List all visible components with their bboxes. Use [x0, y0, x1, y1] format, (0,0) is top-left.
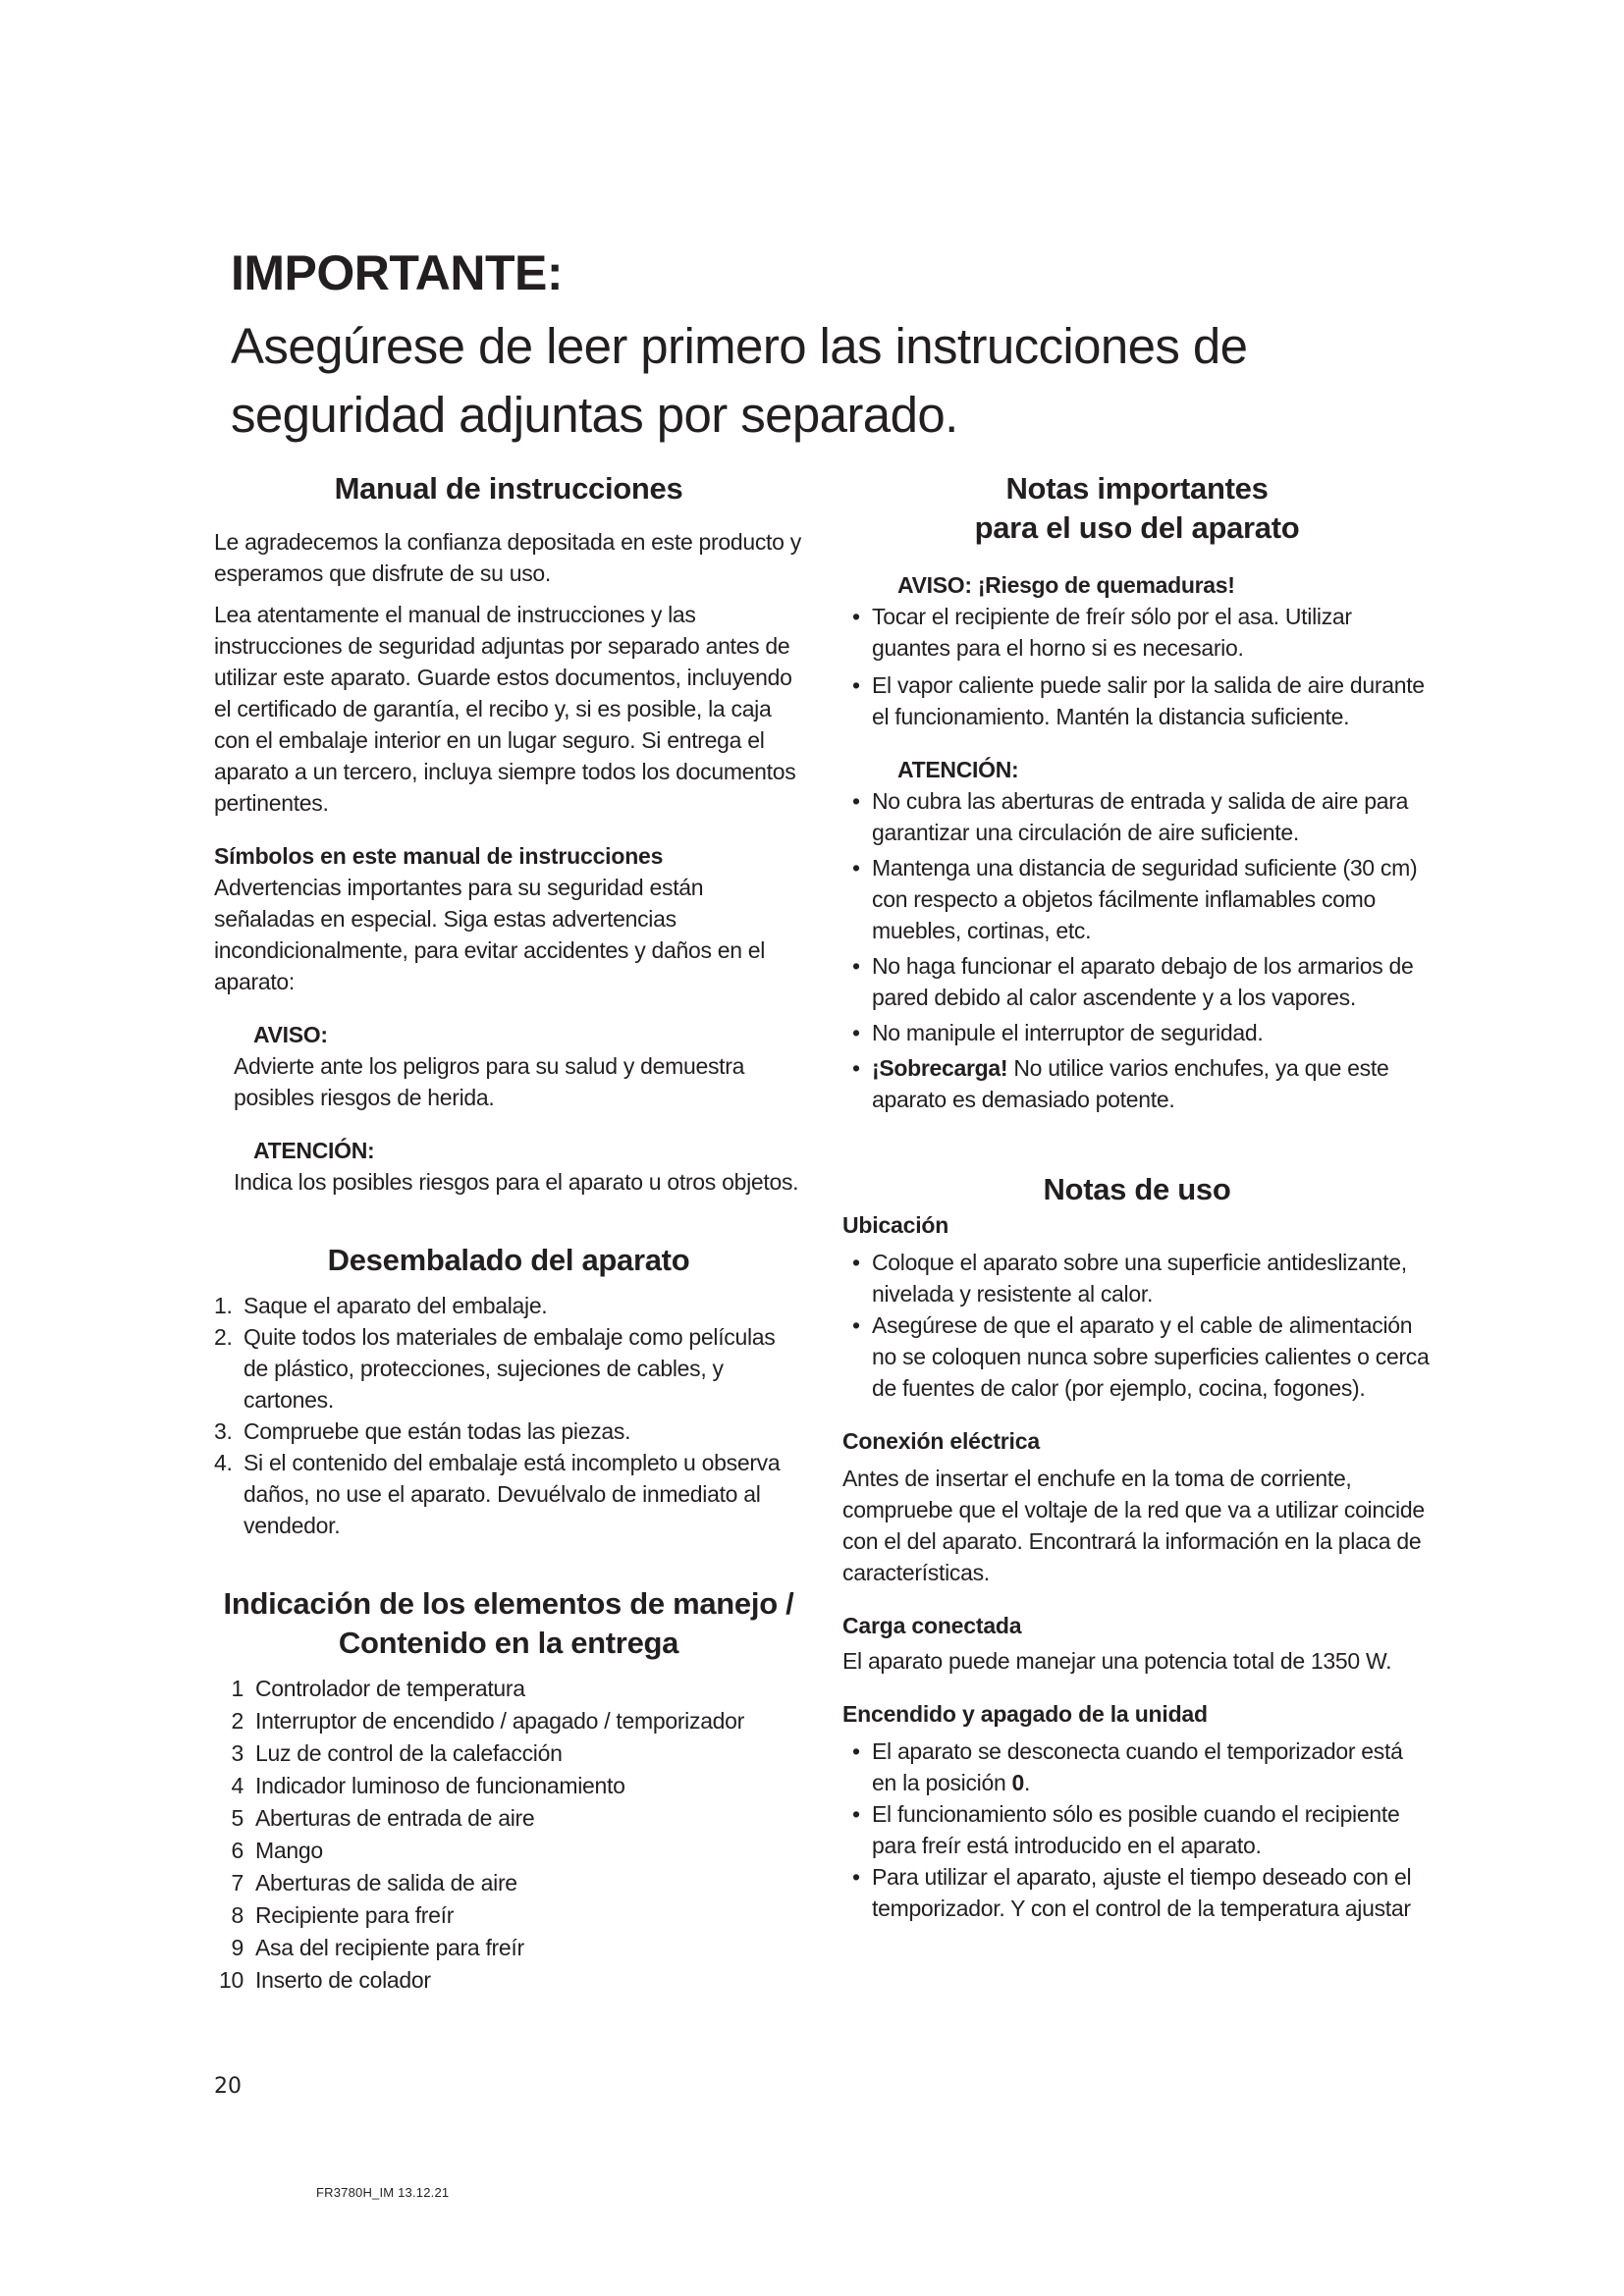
list-item: 1. Saque el aparato del embalaje. [214, 1293, 548, 1318]
notes-atencion-label: ATENCIÓN: [897, 757, 1019, 782]
onoff-list [842, 1735, 1432, 1924]
aviso-label: AVISO: [253, 1022, 328, 1047]
atencion-text: Indica los posibles riesgos para el aparato u otros objetos. [234, 1169, 799, 1195]
list-item: 3. Compruebe que están todas las piezas. [214, 1418, 631, 1444]
list-item: 4. Si el contenido del embalaje está incompleto u observa daños, no use el aparato. Devuélvalo de inmediato al vendedor. [214, 1450, 781, 1538]
notes-aviso-label: AVISO: ¡Riesgo de quemaduras! [897, 572, 1235, 598]
notes-heading-line2: para el uso del aparato [974, 510, 1300, 545]
list-item: 4 Indicador luminoso de funcionamiento [231, 1773, 625, 1798]
left-column [214, 469, 803, 1997]
list-item: 9 Asa del recipiente para freír [231, 1935, 524, 1960]
electric-heading: Conexión eléctrica [842, 1428, 1040, 1454]
list-item: • No cubra las aberturas de entrada y salida de aire para garantizar una circulación de aire suficiente. [842, 785, 1432, 848]
controls-list [214, 1673, 803, 1997]
list-item: • Asegúrese de que el aparato y el cable de alimentación no se coloquen nunca sobre superficies calientes o cerca de fuentes de calor (por ejemplo, cocina, fogones). [842, 1309, 1432, 1404]
list-item: 2 Interruptor de encendido / apagado / temporizador [231, 1708, 745, 1734]
usage-section [842, 1170, 1432, 1924]
load-text: El aparato puede manejar una potencia total de 1350 W. [842, 1648, 1392, 1674]
notes-heading-line1: Notas importantes [1005, 471, 1269, 506]
onoff-heading: Encendido y apagado de la unidad [842, 1701, 1208, 1727]
list-item: • El vapor caliente puede salir por la salida de aire durante el funcionamiento. Mantén la distancia suficiente. [842, 669, 1432, 732]
manual-intro: Le agradecemos la confianza depositada en este producto y esperamos que disfrute de su uso. [214, 529, 801, 586]
usage-heading: Notas de uso [1043, 1172, 1231, 1206]
manual-section [214, 469, 803, 1198]
symbols-text: Advertencias importantes para su seguridad están señaladas en especial. Siga estas advertencias incondicionalmente, para evitar accidentes y daños en el aparato: [214, 875, 766, 994]
list-item: • No haga funcionar el aparato debajo de los armarios de pared debido al calor ascendente y a los vapores. [842, 950, 1432, 1013]
page-number: 20 [214, 2074, 242, 2099]
notes-section [842, 469, 1432, 1115]
list-item: • El funcionamiento sólo es posible cuando el recipiente para freír está introducido en el aparato. [842, 1798, 1432, 1861]
controls-heading: Indicación de los elementos de manejo / Contenido en la entrega [223, 1586, 794, 1660]
footer-code: FR3780H_IM 13.12.21 [316, 2185, 450, 2200]
location-heading: Ubicación [842, 1212, 949, 1238]
list-item: • Tocar el recipiente de freír sólo por el asa. Utilizar guantes para el horno si es necesario. [842, 601, 1432, 664]
page-title: IMPORTANTE: [231, 245, 563, 300]
list-item: • No manipule el interruptor de seguridad. [842, 1017, 1432, 1048]
unpack-steps [214, 1290, 803, 1541]
list-item: • El aparato se desconecta cuando el temporizador está en la posición 0. [842, 1735, 1432, 1798]
manual-body: Lea atentamente el manual de instrucciones y las instrucciones de seguridad adjuntas por separado antes de utilizar este aparato. Guarde estos documentos, incluyendo el certificado de garantía, el recibo y, si es posible, la caja con el embalaje interior en un lugar seguro. Si entrega el aparato a un tercero, incluya siempre todos los documentos pertinentes. [214, 602, 796, 816]
list-item: • Coloque el aparato sobre una superficie antideslizante, nivelada y resistente al calor. [842, 1247, 1432, 1309]
electric-text: Antes de insertar el enchufe en la toma de corriente, compruebe que el voltaje de la red que va a utilizar coincide con el del aparato. Encontrará la información en la placa de características. [842, 1466, 1425, 1585]
list-item: 2. Quite todos los materiales de embalaje como películas de plástico, protecciones, sujeciones de cables, y cartones. [214, 1324, 776, 1413]
list-item [842, 1052, 1432, 1115]
notes-aviso-list [842, 601, 1432, 732]
notes-atencion-list [842, 785, 1432, 1115]
list-item: • Mantenga una distancia de seguridad suficiente (30 cm) con respecto a objetos fácilmente inflamables como muebles, cortinas, etc. [842, 852, 1432, 946]
list-item: 10 Inserto de colador [219, 1967, 431, 1993]
overload-text: No utilice varios enchufes, ya que este aparato es demasiado potente. [872, 1055, 1389, 1112]
list-item: 6 Mango [231, 1838, 323, 1863]
list-item: 3 Luz de control de la calefacción [231, 1740, 563, 1766]
aviso-text: Advierte ante los peligros para su salud y demuestra posibles riesgos de herida. [234, 1053, 745, 1110]
list-item: 7 Aberturas de salida de aire [231, 1870, 517, 1896]
load-heading: Carga conectada [842, 1613, 1022, 1638]
atencion-label: ATENCIÓN: [253, 1138, 375, 1163]
right-column [842, 469, 1432, 1924]
symbols-heading: Símbolos en este manual de instrucciones [214, 843, 664, 869]
unpack-heading: Desembalado del aparato [327, 1243, 690, 1277]
list-item: 8 Recipiente para freír [231, 1902, 455, 1928]
location-list [842, 1247, 1432, 1404]
controls-section [214, 1584, 803, 1997]
overload-bold: ¡Sobrecarga! [872, 1055, 1008, 1081]
unpack-section [214, 1241, 803, 1541]
page-subtitle: Asegúrese de leer primero las instrucciones de seguridad adjuntas por separado. [231, 318, 1248, 443]
manual-heading: Manual de instrucciones [334, 471, 683, 506]
list-item: • Para utilizar el aparato, ajuste el tiempo deseado con el temporizador. Y con el control de la temperatura ajustar [842, 1861, 1432, 1924]
list-item: 1 Controlador de temperatura [231, 1676, 525, 1701]
list-item: 5 Aberturas de entrada de aire [231, 1805, 535, 1831]
